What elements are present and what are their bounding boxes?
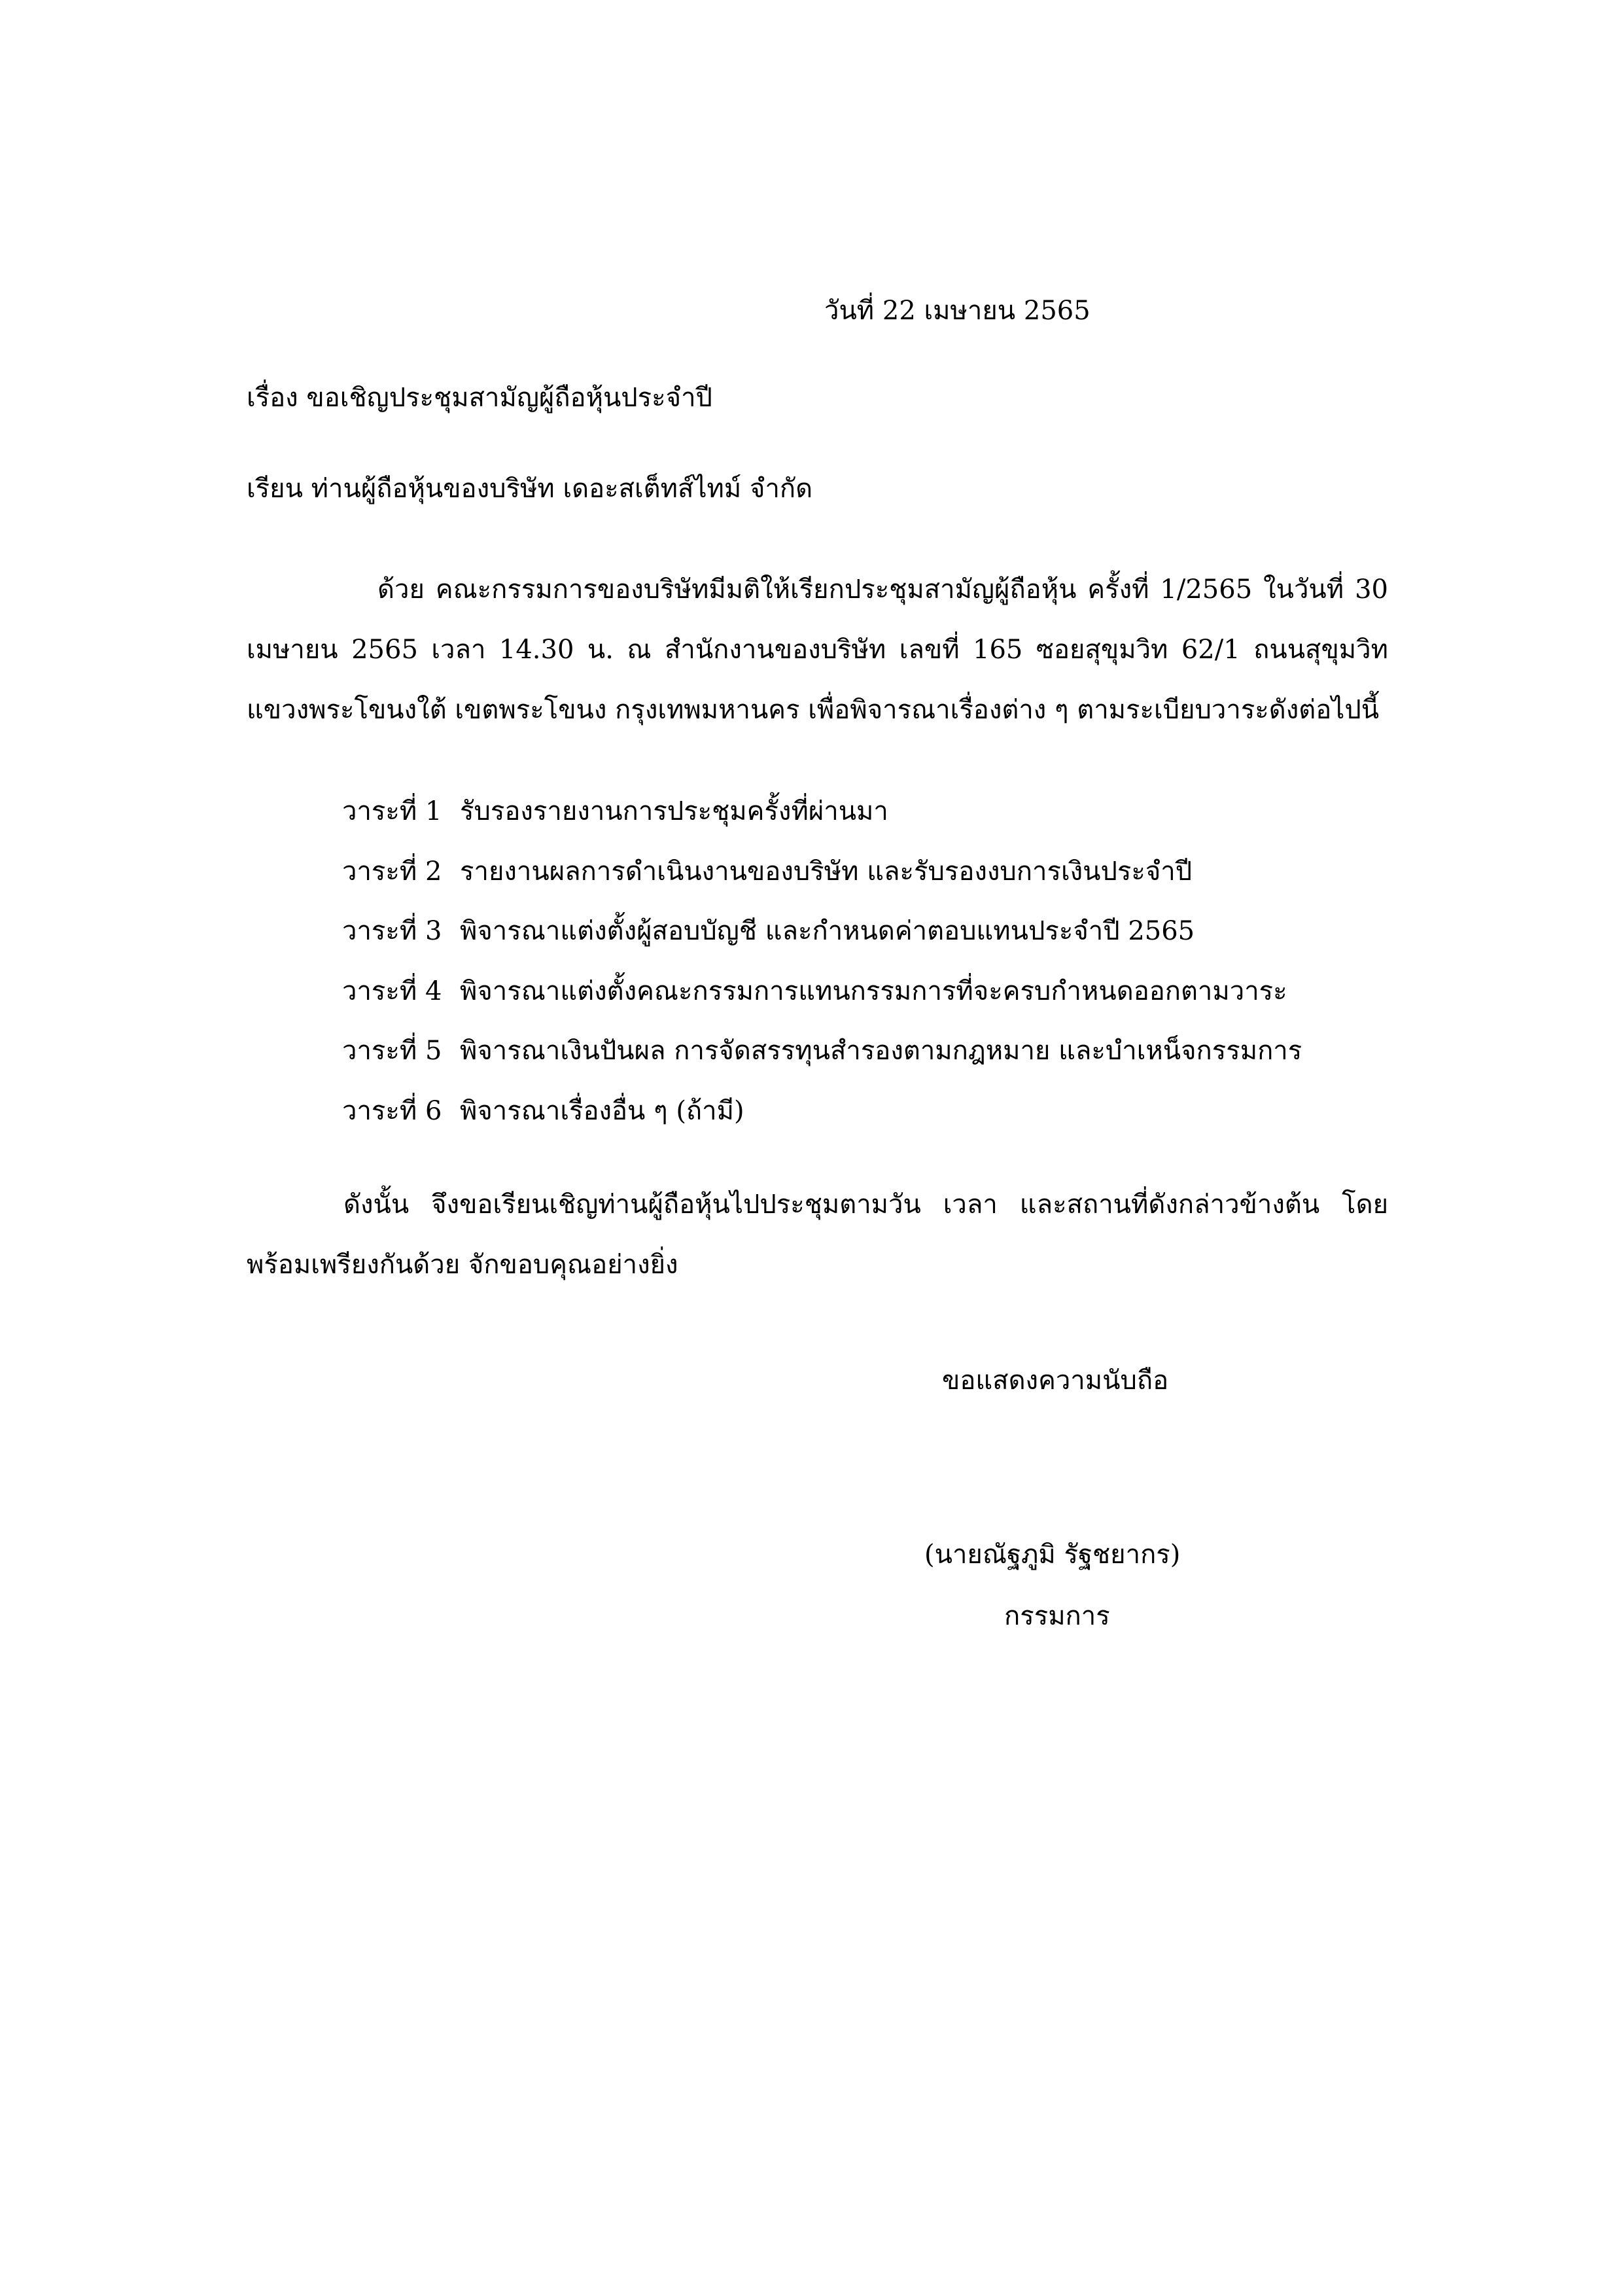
agenda-item-number: วาระที่ 5 xyxy=(342,1036,442,1066)
letter-recipient: เรียน ท่านผู้ถือหุ้นของบริษัท เดอะสเต็ทส์ไทม์ จำกัด xyxy=(247,474,813,504)
letter-body-paragraph: ด้วย คณะกรรมการของบริษัทมีมติให้เรียกประชุมสามัญผู้ถือหุ้น ครั้งที่ 1/2565 ในวันที่ 30 เมษายน 2565 เวลา 14.30 น. ณ สำนักงานของบริษัท เลขที่ 165 ซอยสุขุมวิท 62/1 ถนนสุขุมวิท แขวงพระโขนงใต้ เขตพระโขนง กรุงเทพมหานคร เพื่อพิจารณาเรื่องต่าง ๆ ตามระเบียบวาระดังต่อไปนี้ xyxy=(247,574,1388,725)
agenda-item-text: พิจารณาเรื่องอื่น ๆ (ถ้ามี) xyxy=(460,1095,744,1126)
agenda-item-number: วาระที่ 6 xyxy=(342,1095,442,1126)
signer-title: กรรมการ xyxy=(1004,1601,1110,1631)
agenda-item-number: วาระที่ 4 xyxy=(342,976,442,1006)
agenda-item-number: วาระที่ 3 xyxy=(342,916,442,946)
agenda-item-number: วาระที่ 2 xyxy=(342,856,442,887)
agenda-item xyxy=(342,1038,1302,1098)
agenda-item-text: พิจารณาแต่งตั้งผู้สอบบัญชี และกำหนดค่าตอบแทนประจำปี 2565 xyxy=(460,916,1195,946)
agenda-item xyxy=(342,1095,1302,1158)
letter-closing-paragraph: ดังนั้น จึงขอเรียนเชิญท่านผู้ถือหุ้นไปประชุมตามวัน เวลา และสถานที่ดังกล่าวข้างต้น โดยพร้อมเพรียงกันด้วย จักขอบคุณอย่างยิ่ง xyxy=(247,1190,1388,1280)
agenda-item xyxy=(342,858,1302,919)
agenda-item xyxy=(342,798,1302,858)
agenda-item-text: รายงานผลการดำเนินงานของบริษัท และรับรองงบการเงินประจำปี xyxy=(460,856,1193,887)
letter-subject: เรื่อง ขอเชิญประชุมสามัญผู้ถือหุ้นประจำปี xyxy=(247,383,712,413)
agenda-item xyxy=(342,918,1302,978)
agenda-list xyxy=(342,798,1302,1157)
agenda-item-text: พิจารณาเงินปันผล การจัดสรรทุนสำรองตามกฎหมาย และบำเหน็จกรรมการ xyxy=(460,1036,1302,1066)
agenda-item-text: พิจารณาแต่งตั้งคณะกรรมการแทนกรรมการที่จะครบกำหนดออกตามวาระ xyxy=(460,976,1287,1006)
agenda-item-number: วาระที่ 1 xyxy=(342,796,442,826)
agenda-item-text: รับรองรายงานการประชุมครั้งที่ผ่านมา xyxy=(460,796,888,826)
letter-regards: ขอแสดงความนับถือ xyxy=(942,1366,1169,1396)
letter-date: วันที่ 22 เมษายน 2565 xyxy=(824,296,1091,326)
signer-name: (นายณัฐภูมิ รัฐชยากร) xyxy=(924,1540,1181,1570)
agenda-item xyxy=(342,978,1302,1038)
